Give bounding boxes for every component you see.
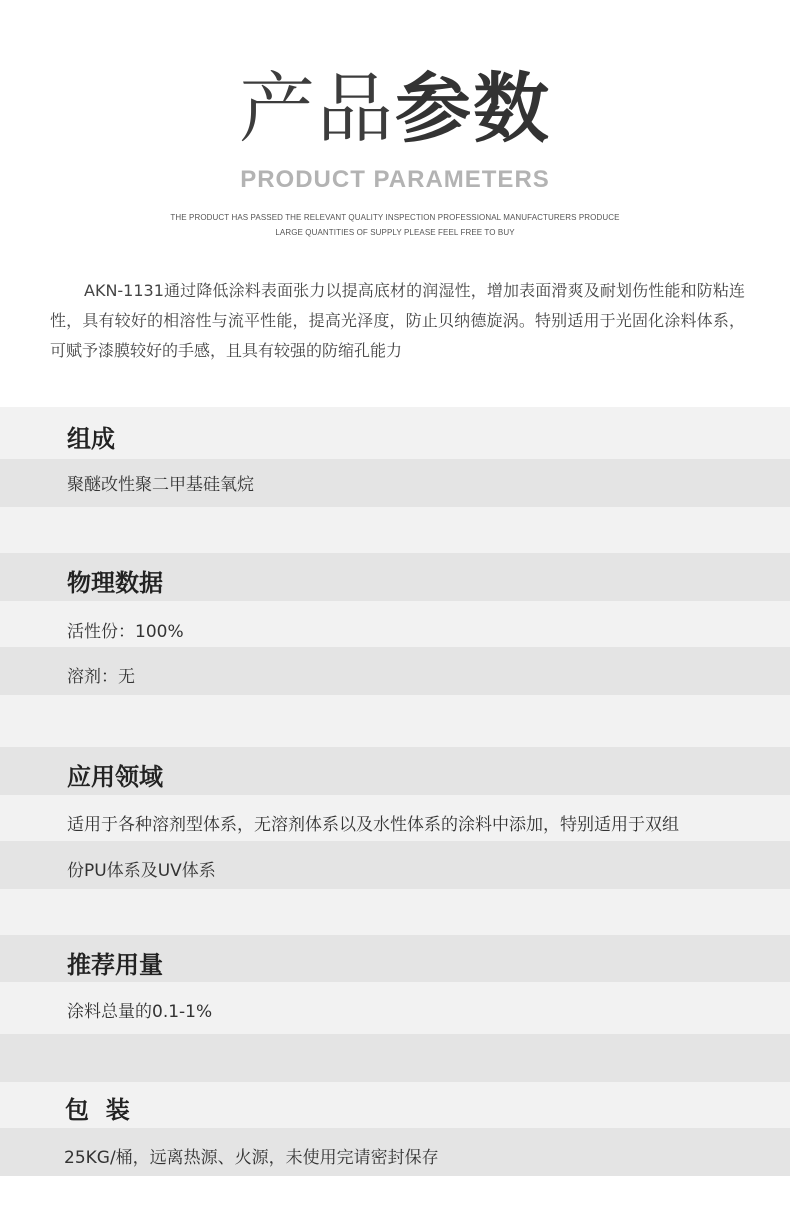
section-application-row	[0, 795, 790, 841]
param-value: 份PU体系及UV体系	[67, 861, 216, 881]
section-title: 应用领域	[67, 763, 163, 791]
section-packaging-header	[0, 1082, 790, 1128]
param-value: 溶剂：无	[67, 667, 135, 687]
section-physical-row	[0, 601, 790, 647]
section-title: 组成	[67, 425, 115, 453]
section-title: 包 装	[65, 1096, 130, 1124]
intro-paragraph: AKN-1131通过降低涂料表面张力以提高底材的润湿性，增加表面滑爽及耐划伤性能和防粘连性，具有较好的相溶性与流平性能，提高光泽度，防止贝纳德旋涡。特别适用于光固化涂料体系，可赋予漆膜较好的手感，且具有较强的防缩孔能力	[50, 281, 745, 360]
param-value: 涂料总量的0.1-1%	[67, 1002, 213, 1022]
header	[0, 0, 790, 260]
param-value: 25KG/桶，远离热源、火源，未使用完请密封保存	[64, 1148, 439, 1168]
title-bold: 参数	[395, 64, 551, 153]
spacer-band	[0, 695, 790, 747]
section-composition-header	[0, 407, 790, 459]
spacer-band	[0, 507, 790, 553]
section-dosage-header	[0, 935, 790, 982]
section-title: 推荐用量	[67, 951, 163, 979]
page-subtitle: THE PRODUCT HAS PASSED THE RELEVANT QUALITY INSPECTION PROFESSIONAL MANUFACTURERS PRODUCE LARGE QUANTITIES OF SUPPLY PLEASE FEEL FREE TO BUY	[170, 213, 620, 237]
section-title: 物理数据	[67, 569, 163, 597]
section-dosage-row	[0, 982, 790, 1034]
section-application-row	[0, 841, 790, 889]
param-value: 适用于各种溶剂型体系，无溶剂体系以及水性体系的涂料中添加，特别适用于双组	[67, 815, 679, 835]
section-application-header	[0, 747, 790, 795]
page-title	[0, 64, 790, 154]
section-composition-row	[0, 459, 790, 507]
title-light: 产品	[239, 64, 395, 153]
spacer-band	[0, 889, 790, 935]
section-physical-header	[0, 553, 790, 601]
section-packaging-row	[0, 1128, 790, 1176]
param-value: 活性份：100%	[67, 622, 184, 642]
spacer-band	[0, 1034, 790, 1082]
section-physical-row	[0, 647, 790, 695]
param-value: 聚醚改性聚二甲基硅氧烷	[67, 475, 254, 495]
page-title-en: PRODUCT PARAMETERS	[240, 166, 550, 193]
